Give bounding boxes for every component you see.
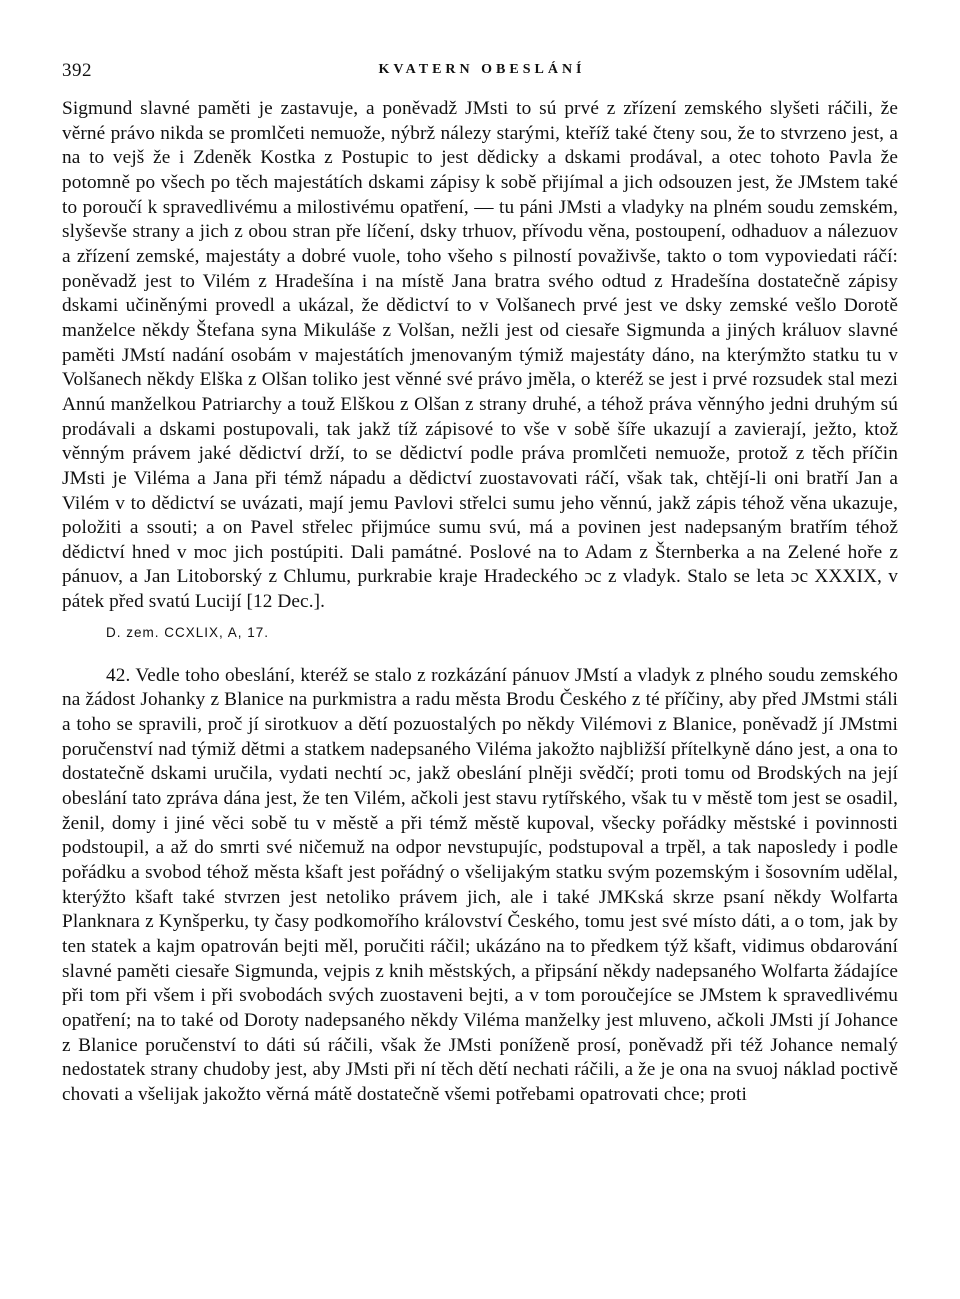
paragraph-continuation: Sigmund slavné paměti je zastavuje, a poněvadž JMsti to sú prvé z zřízení zemského slyšeti ráčili, že věrné právo nikda se promlčeti nemuože, nýbrž nálezy starými, kteříž také čteny sou, že to stvrzeno jest, a na to vejš že i Zdeněk Kostka z Postupic to jest dědicky a dskami prodával, a otec tohoto Pavla že potomně po všech po těch majestátích dskami zápisy k sobě přijímal a jich odsouzen jest, že JMstem také to poroučí k spravedlivému a milostivému opatření, — tu páni JMsti a vladyky na plném soudu zemském, slyševše strany a jich z obou stran pře líčení, dsky trhuov, přívodu věna, postoupení, odhaduov a nálezuov a zřízení zemské, majestáty a dobré vuole, toho všeho s pilností považivše, takto o tom vypoviedati ráčí: poněvadž jest to Vilém z Hradešína i na místě Jana bratra svého odtud z Hradešína dostatečně zápisy dskami učiněnými provedl a ukázal, že dědictví to v Volšanech prvé jest ve dsky zemské vešlo Dorotě manželce někdy Štefana syna Mikuláše z Volšan, nežli jest od ciesaře Sigmunda a jiných králuov slavné paměti JMstí nadání osobám v majestátích jmenovaným týmiž majestáty dáno, na kterýmžto statku tu v Volšanech někdy Elška z Olšan toliko jest věnné své právo jměla, o kteréž se jest i prvé rozsudek stal mezi Annú manželkou Patriarchy a touž Elškou z Olšan z strany druhé, a téhož práva věnnýho jedni druhým sú prodávali a dskami postupovali, tak jakž tíž zápisové to vše v sobě šíře ukazují a zavierají, ježto, ktož věnným právem jaké dědictví drží, to se dědictví podle práva promlčeti nemuože, protož z těch příčin JMsti je Viléma a Jana při témž nápadu a dědictví zuostavovati ráčí, však tak, chtějí-li oni bratří Jan a Vilém v to dědictví se uvázati, mají jemu Pavlovi střelci sumu jeho věnnú, jakž zápis téhož věna ukazuje, položiti a ssouti; a on Pavel střelec přijmúce sumu svú, má a povinen jest nadepsaným bratřím téhož dědictví hned v moc jich postúpiti. Dali památné. Poslové na to Adam z Šternberka a na Zelené hoře z pánuov, a Jan Litoborský z Chlumu, purkrabie kraje Hradeckého ɔc z vladyk. Stalo se leta ɔc XXXIX, v pátek před svatú Lucijí [12 Dec.].	[62, 98, 898, 613]
page-number: 392	[62, 60, 92, 81]
paragraph-42-text: Vedle toho obeslání, kteréž se stalo z rozkázání pánuov JMstí a vladyk z plného soudu zemského na žádost Johanky z Blanice na purkmistra a radu města Brodu Českého z té příčiny, aby před JMstmi stáli a toho se spravili, proč jí sirotkuov a dětí pozuostalých po někdy Vilémovi z Blanice, poněvadž jí JMstmi poručenství nad týmiž dětmi a statkem nadepsaného Viléma jakožto najbližší přítelkyně dáno jest, a ona to dostatečně dskami uručila, vydati nechtí ɔc, jakž obeslání plněji svědčí; proti tomu od Brodských na její obeslání tato zpráva dána jest, že ten Vilém, ačkoli jest stavu rytířského, však tu v městě tom jest se osadil, ženil, domy i jiné věci sobě tu v městě a při témž městě kupoval, všecky pořádky městské i povinnosti podstoupil, a až do smrti své ničemuž na odpor nevstupujíc, podstupoval a trpěl, a tak naposledy i podle pořádku a svobod téhož města kšaft jest pořádný o všelijakým statku svým pozemským i šosovním udělal, kterýžto kšaft také stvrzen jest netoliko právem jich, ale i také JMKská skrze psaní někdy Wolfarta Planknara z Kynšperku, ty časy podkomořího království Českého, tomu jest své místo dáti, a o tom, jak by ten statek a kajm opatrován bejti měl, poručiti ráčil; ukázáno na to předkem týž kšaft, vidimus obdarování slavné paměti ciesaře Sigmunda, vejpis z knih městských, a připsání někdy nadepsaného Wolfarta žádajíce při tom při všem i při svobodách svých zuostaveni bejti, a v tom poroučejíce se JMstem k spravedlivému opatření; na to také od Doroty nadepsaného někdy Viléma manželky jest mluveno, ačkoli JMsti jí Johance z Blanice poručenství to dáti sú ráčili, však že JMsti poníženě prosí, poněvadž při též Johance nemalý nedostatek strany chudoby jest, aby JMsti při ní těch dětí nechati ráčili, a že je ona na svuoj náklad poctivě chovati a všelijak jakožto věrná mátě dostatečně všemi potřebami opatrovati chce; proti	[62, 664, 898, 1105]
paragraph-42	[62, 664, 898, 1108]
paragraph-number: 42.	[106, 664, 131, 686]
source-note: D. zem. CCXLIX, A, 17.	[106, 624, 270, 640]
running-head: KVATERN OBESLÁNÍ	[378, 62, 586, 77]
body-text	[62, 97, 898, 1108]
page-header	[62, 60, 902, 86]
